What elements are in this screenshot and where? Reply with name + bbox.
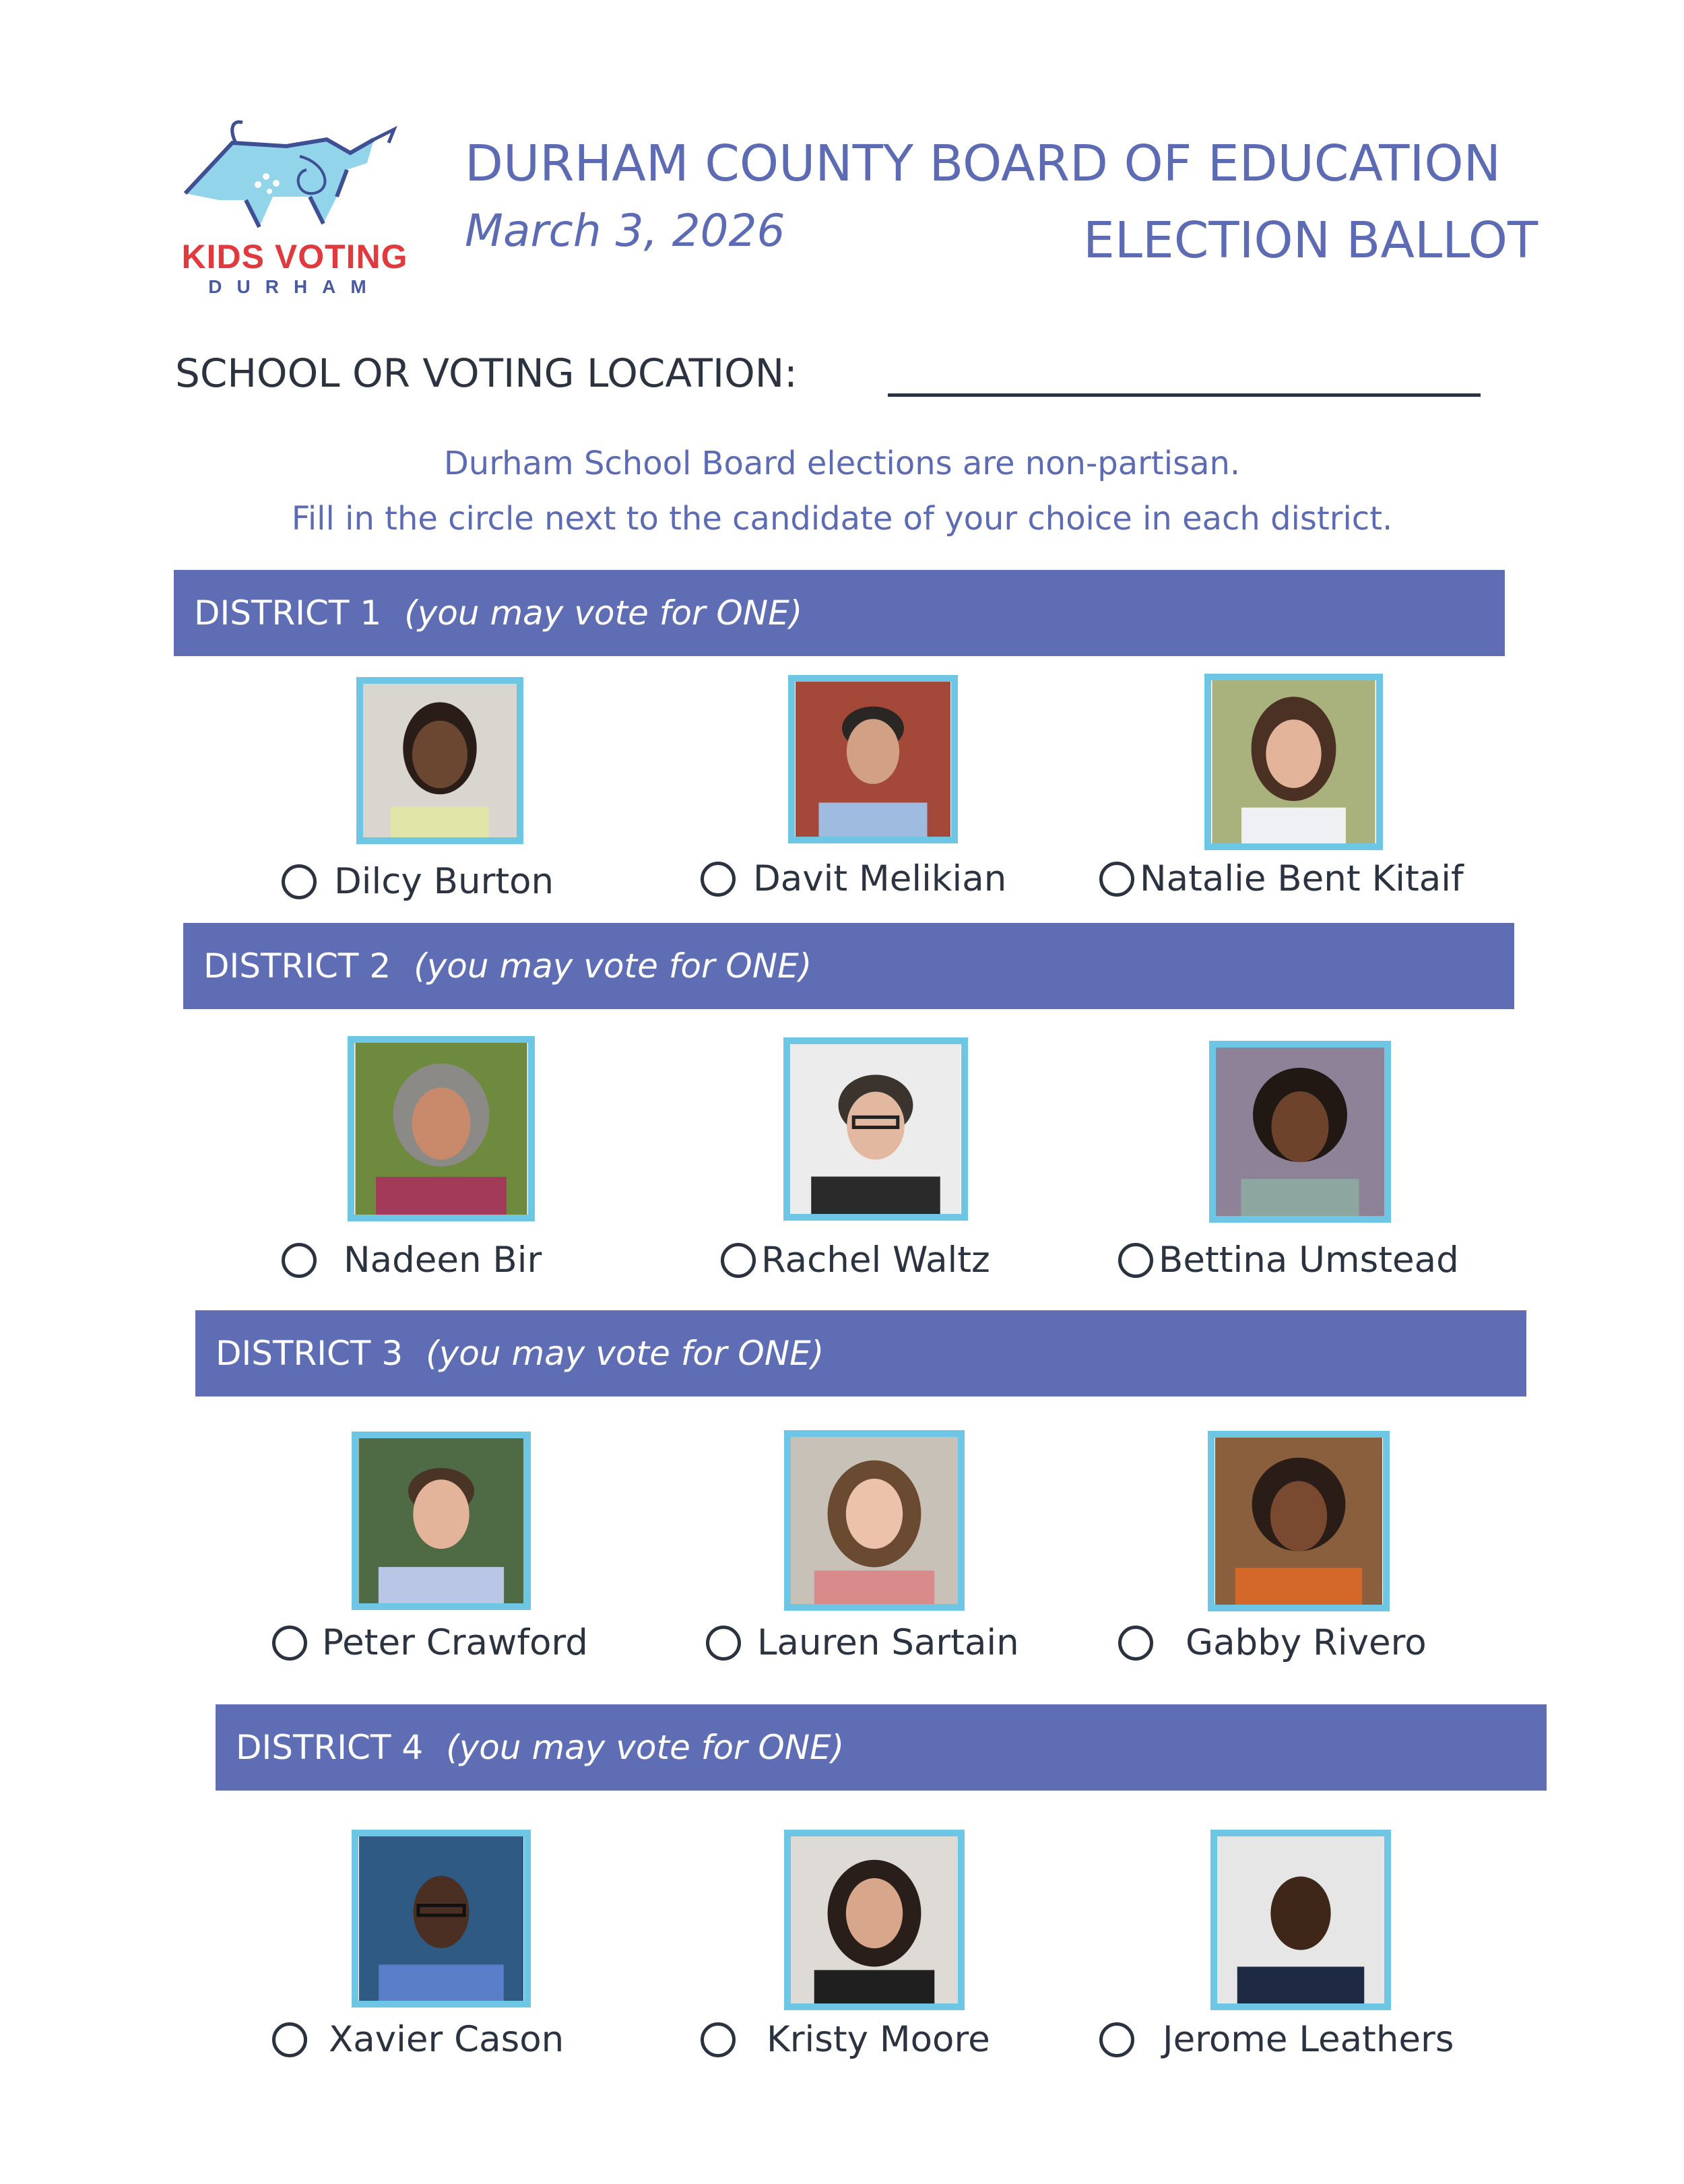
candidate-photo bbox=[1209, 1041, 1391, 1223]
radio-circle[interactable] bbox=[272, 2022, 307, 2057]
radio-circle[interactable] bbox=[282, 864, 317, 899]
candidate-option[interactable] bbox=[721, 1240, 990, 1281]
radio-circle[interactable] bbox=[706, 1626, 741, 1661]
candidate-option[interactable] bbox=[701, 2019, 990, 2060]
candidate-name: Lauren Sartain bbox=[757, 1622, 1019, 1663]
candidate-option[interactable] bbox=[706, 1622, 1019, 1663]
location-label: SCHOOL OR VOTING LOCATION: bbox=[175, 350, 798, 396]
district-vote-note: (you may vote for ONE) bbox=[426, 1334, 824, 1373]
district-vote-note: (you may vote for ONE) bbox=[404, 593, 803, 633]
logo-subtitle: DURHAM bbox=[208, 276, 381, 297]
candidate-option[interactable] bbox=[701, 858, 1006, 899]
district-3-header bbox=[195, 1310, 1526, 1396]
candidate-photo bbox=[784, 1830, 965, 2010]
candidate-name: Gabby Rivero bbox=[1186, 1622, 1427, 1663]
candidate-photo bbox=[1204, 674, 1383, 850]
district-name: DISTRICT 2 bbox=[203, 946, 391, 986]
candidate-option[interactable] bbox=[1118, 1622, 1427, 1663]
radio-circle[interactable] bbox=[1099, 2022, 1134, 2057]
radio-circle[interactable] bbox=[701, 2022, 736, 2057]
district-name: DISTRICT 3 bbox=[216, 1334, 403, 1373]
candidate-photo bbox=[352, 1830, 531, 2008]
election-date: March 3, 2026 bbox=[465, 205, 785, 257]
radio-circle[interactable] bbox=[1099, 862, 1134, 897]
candidate-name: Peter Crawford bbox=[322, 1622, 588, 1663]
instruction-line-1: Durham School Board elections are non-partisan. bbox=[443, 445, 1241, 482]
ballot-subtitle: ELECTION BALLOT bbox=[1083, 212, 1539, 269]
candidate-photo bbox=[783, 1037, 968, 1221]
candidate-name: Natalie Bent Kitaif bbox=[1140, 858, 1464, 899]
radio-circle[interactable] bbox=[1118, 1243, 1153, 1278]
candidate-name: Bettina Umstead bbox=[1159, 1240, 1459, 1281]
candidate-option[interactable] bbox=[282, 1240, 542, 1281]
district-name: DISTRICT 1 bbox=[194, 593, 382, 633]
candidate-name: Xavier Cason bbox=[329, 2019, 564, 2060]
candidate-name: Dilcy Burton bbox=[334, 861, 554, 902]
candidate-name: Jerome Leathers bbox=[1163, 2019, 1454, 2060]
radio-circle[interactable] bbox=[701, 862, 736, 897]
candidate-option[interactable] bbox=[272, 2019, 564, 2060]
candidate-photo bbox=[784, 1430, 965, 1611]
candidate-photo bbox=[356, 677, 523, 844]
candidate-name: Rachel Waltz bbox=[761, 1240, 990, 1281]
logo-wordmark: KIDS VOTING bbox=[181, 238, 408, 276]
radio-circle[interactable] bbox=[1118, 1626, 1153, 1661]
ballot-title: DURHAM COUNTY BOARD OF EDUCATION bbox=[465, 135, 1501, 193]
candidate-photo bbox=[352, 1432, 531, 1610]
bull-logo-icon bbox=[172, 116, 421, 251]
district-vote-note: (you may vote for ONE) bbox=[446, 1728, 845, 1767]
candidate-option[interactable] bbox=[1118, 1240, 1459, 1281]
candidate-photo bbox=[1208, 1431, 1390, 1611]
candidate-name: Nadeen Bir bbox=[344, 1240, 542, 1281]
radio-circle[interactable] bbox=[282, 1243, 317, 1278]
candidate-photo bbox=[348, 1036, 535, 1221]
radio-circle[interactable] bbox=[721, 1243, 756, 1278]
district-vote-note: (you may vote for ONE) bbox=[414, 946, 812, 986]
district-name: DISTRICT 4 bbox=[236, 1728, 424, 1767]
candidate-name: Davit Melikian bbox=[753, 858, 1007, 899]
candidate-name: Kristy Moore bbox=[767, 2019, 990, 2060]
district-4-header bbox=[216, 1704, 1547, 1791]
candidate-option[interactable] bbox=[272, 1622, 588, 1663]
candidate-option[interactable] bbox=[282, 861, 554, 902]
candidate-option[interactable] bbox=[1099, 2019, 1454, 2060]
radio-circle[interactable] bbox=[272, 1626, 307, 1661]
district-1-header bbox=[174, 570, 1505, 656]
instruction-line-2: Fill in the circle next to the candidate of your choice in each district. bbox=[291, 500, 1393, 538]
location-input-line[interactable] bbox=[888, 393, 1481, 397]
candidate-photo bbox=[1210, 1830, 1391, 2010]
candidate-option[interactable] bbox=[1099, 858, 1464, 899]
candidate-photo bbox=[788, 675, 958, 843]
district-2-header bbox=[183, 923, 1514, 1009]
